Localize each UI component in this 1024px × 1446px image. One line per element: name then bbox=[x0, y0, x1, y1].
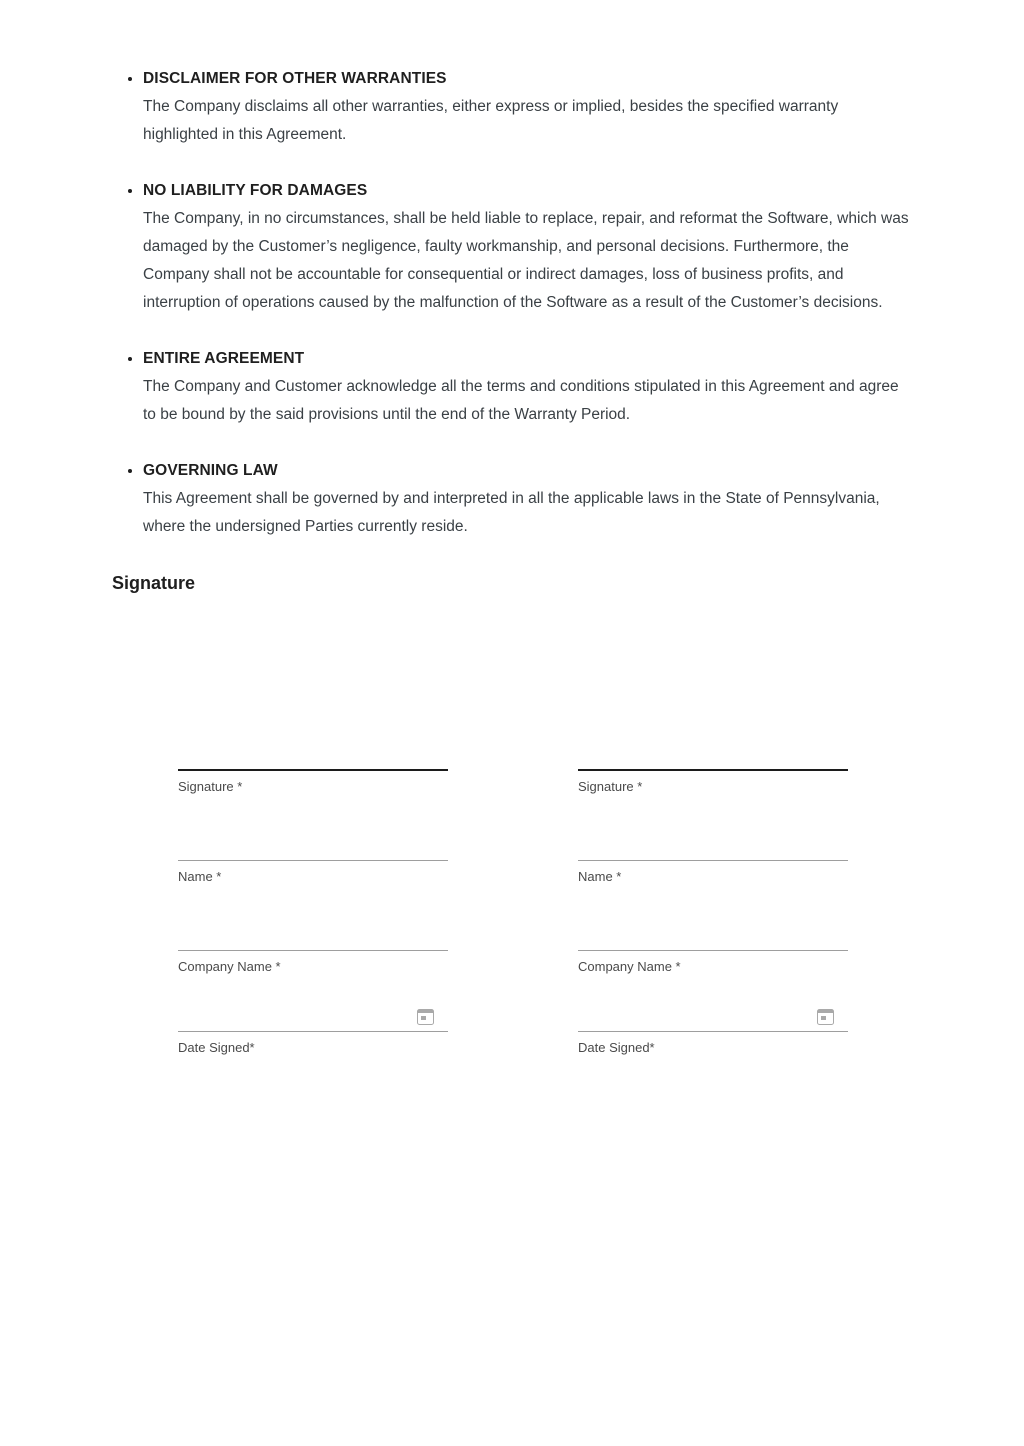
section-governing-law bbox=[143, 457, 912, 541]
calendar-icon[interactable] bbox=[417, 1009, 434, 1025]
date-signed-field bbox=[178, 975, 448, 1056]
name-input[interactable] bbox=[578, 795, 848, 861]
company-name-label: Company Name * bbox=[578, 959, 681, 974]
date-signed-label: Date Signed* bbox=[578, 1040, 655, 1055]
company-name-field bbox=[578, 885, 848, 975]
signature-field bbox=[178, 597, 448, 795]
signature-heading: Signature bbox=[112, 573, 196, 593]
company-name-input[interactable] bbox=[578, 885, 848, 951]
name-input[interactable] bbox=[178, 795, 448, 861]
signature-input[interactable] bbox=[578, 597, 848, 771]
signature-input[interactable] bbox=[178, 597, 448, 771]
terms-list bbox=[112, 65, 912, 541]
date-signed-label: Date Signed* bbox=[178, 1040, 255, 1055]
signature-field bbox=[578, 597, 848, 795]
section-title: • ENTIRE AGREEMENT bbox=[143, 350, 305, 367]
signature-form bbox=[178, 597, 912, 1056]
company-name-input[interactable] bbox=[178, 885, 448, 951]
signature-column-left bbox=[178, 597, 448, 1056]
company-name-field bbox=[178, 885, 448, 975]
section-body: The Company, in no circumstances, shall be held liable to replace, repair, and reformat the Software, which was damaged by the Customer’s negligence, faulty workmanship, and personal decisions. Furthermore, the Company shall not be accountable for consequential or indirect damages, loss of business profits, and interruption of operations caused by the malfunction of the Software as a result of the Customer’s decisions. bbox=[143, 210, 909, 311]
name-field bbox=[578, 795, 848, 885]
section-no-liability bbox=[143, 177, 912, 317]
name-label: Name * bbox=[178, 869, 222, 884]
section-title: • NO LIABILITY FOR DAMAGES bbox=[143, 182, 368, 199]
section-entire-agreement bbox=[143, 345, 912, 429]
name-label: Name * bbox=[578, 869, 622, 884]
name-field bbox=[178, 795, 448, 885]
signature-column-right bbox=[578, 597, 848, 1056]
date-signed-input[interactable] bbox=[178, 975, 448, 1032]
company-name-label: Company Name * bbox=[178, 959, 281, 974]
section-disclaimer-warranties bbox=[143, 65, 912, 149]
section-body: This Agreement shall be governed by and interpreted in all the applicable laws in the State of Pennsylvania, where the undersigned Parties currently reside. bbox=[143, 490, 880, 535]
signature-label: Signature * bbox=[178, 779, 243, 794]
date-signed-field bbox=[578, 975, 848, 1056]
section-body: The Company disclaims all other warranties, either express or implied, besides the specified warranty highlighted in this Agreement. bbox=[143, 98, 839, 143]
section-title: • DISCLAIMER FOR OTHER WARRANTIES bbox=[143, 70, 447, 87]
section-title: • GOVERNING LAW bbox=[143, 462, 278, 479]
section-body: The Company and Customer acknowledge all the terms and conditions stipulated in this Agreement and agree to be bound by the said provisions until the end of the Warranty Period. bbox=[143, 378, 899, 423]
calendar-icon[interactable] bbox=[817, 1009, 834, 1025]
signature-label: Signature * bbox=[578, 779, 643, 794]
date-signed-input[interactable] bbox=[578, 975, 848, 1032]
